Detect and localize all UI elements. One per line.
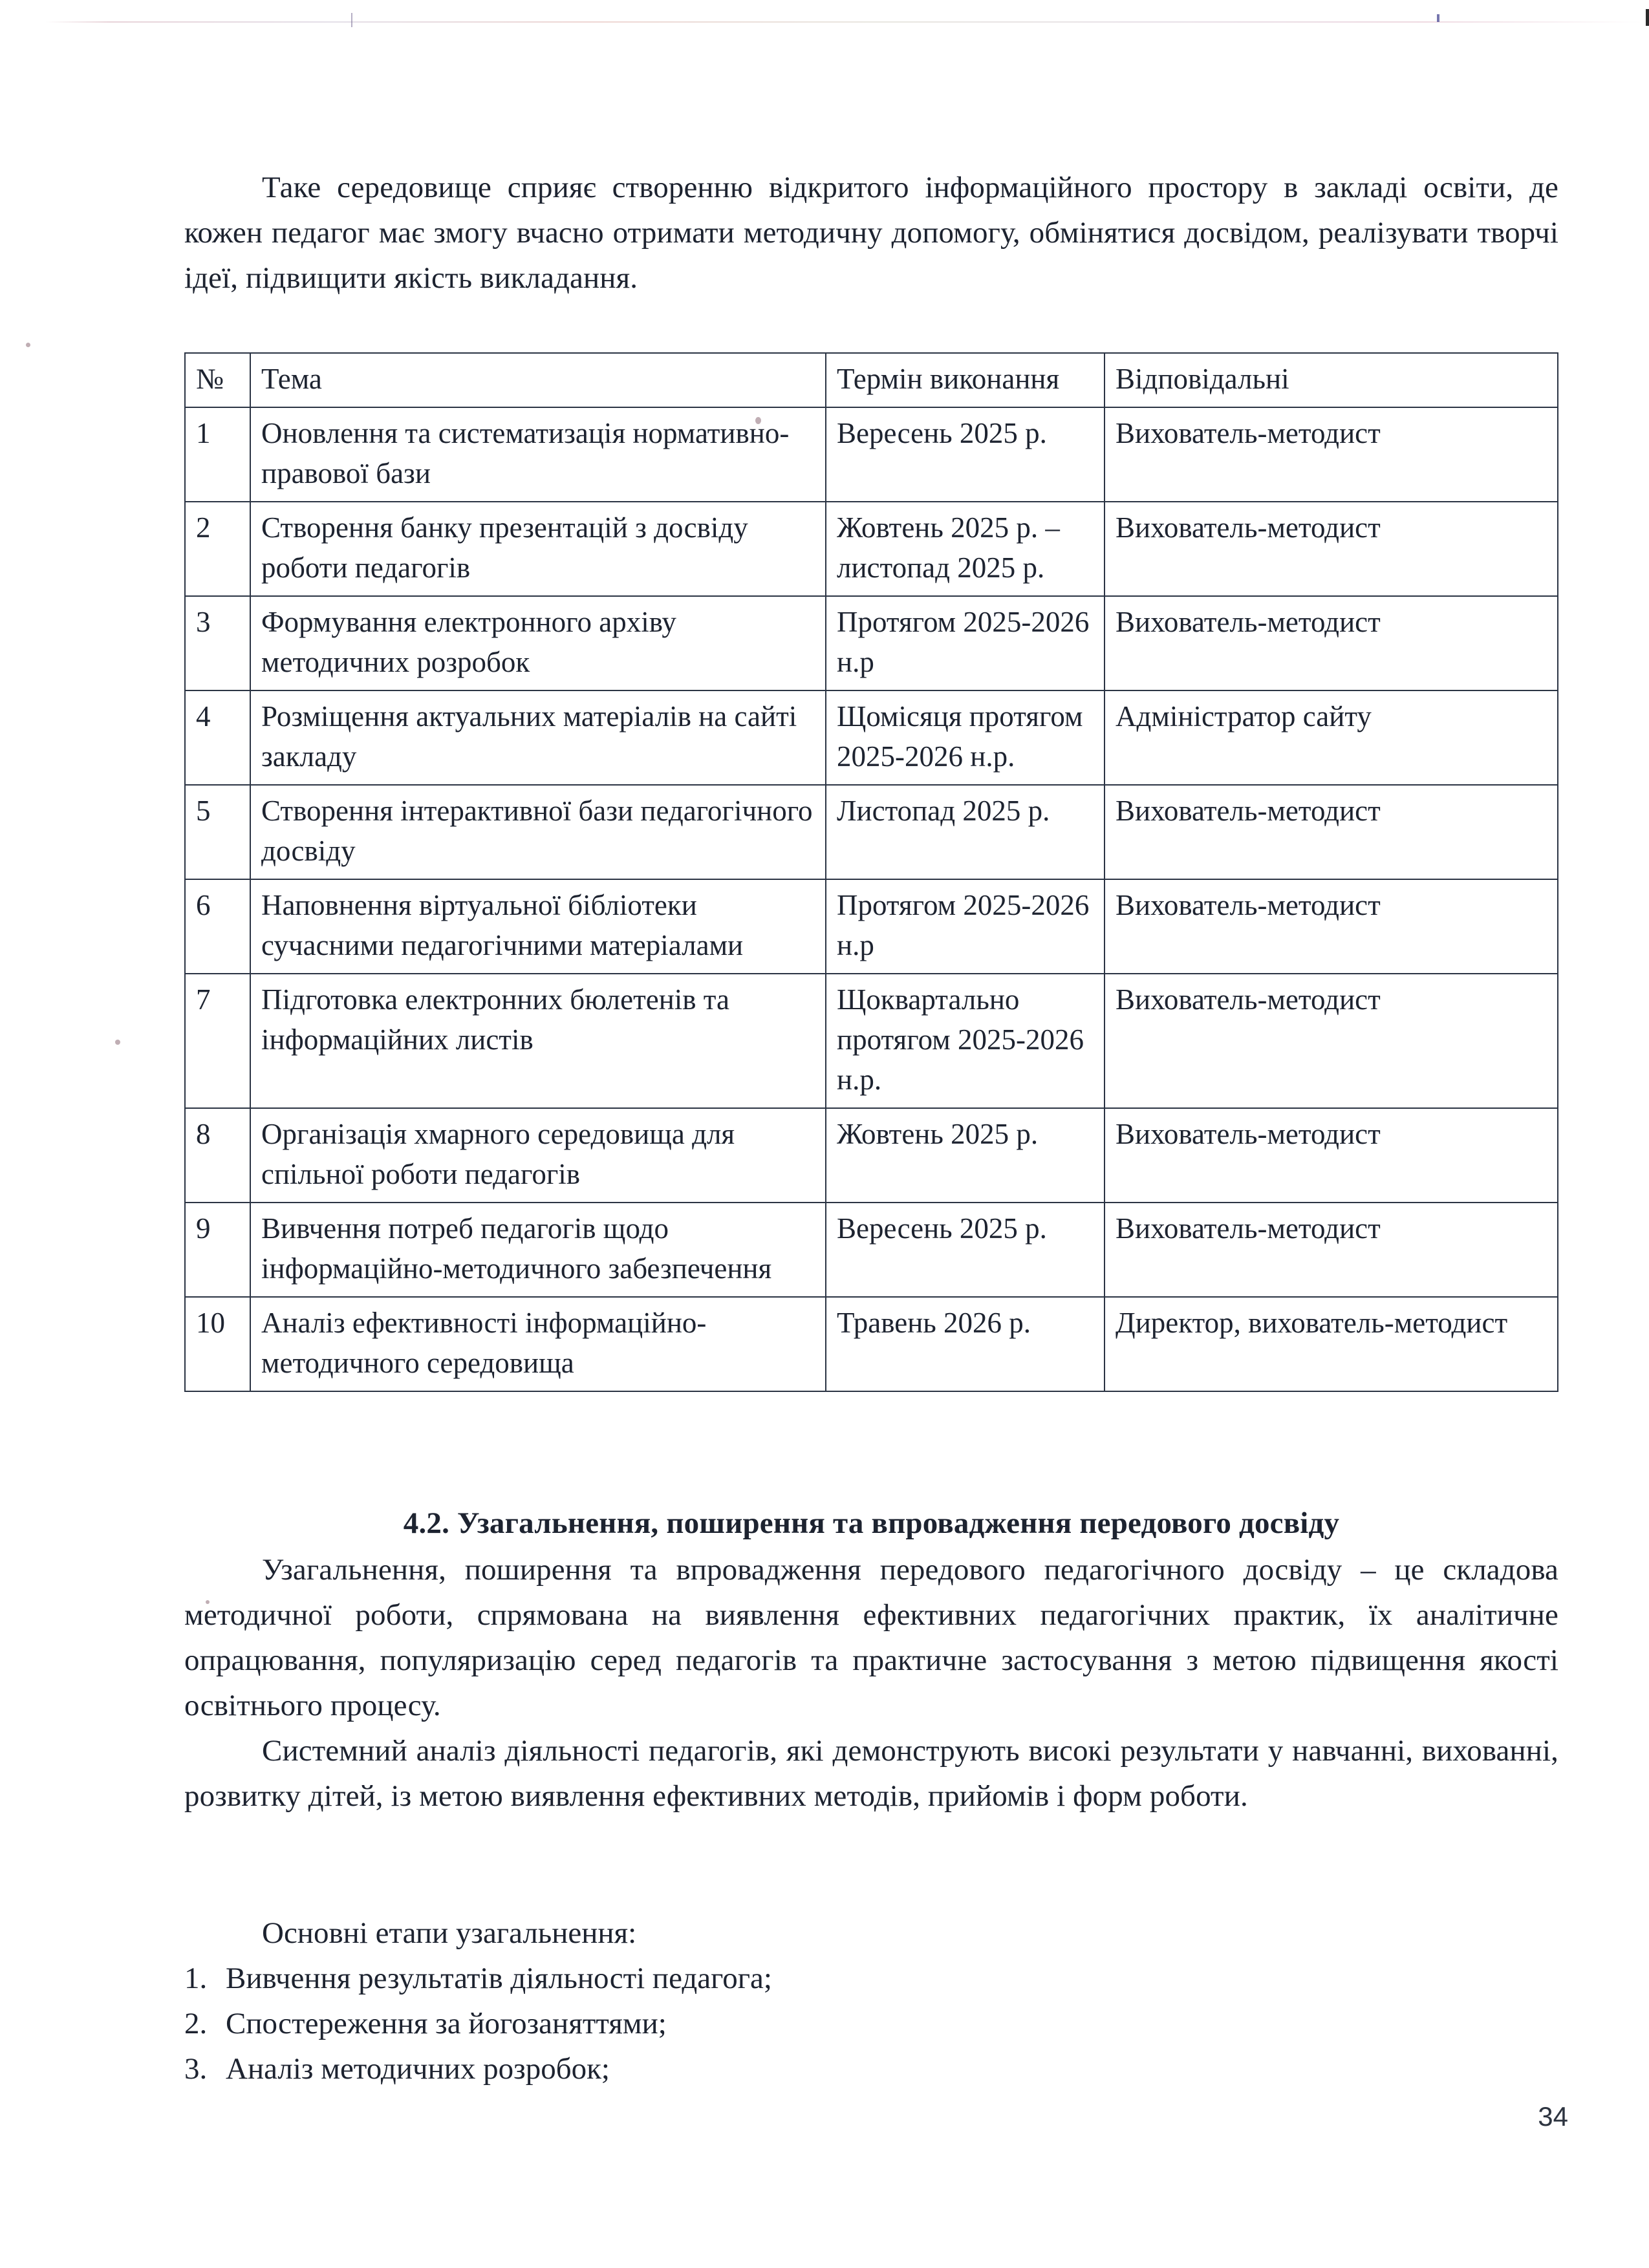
cell-topic: Підготовка електронних бюлетенів та інформаційних листів: [250, 974, 826, 1108]
list-item-marker: 3.: [184, 2052, 208, 2086]
scan-speck: [115, 1040, 120, 1045]
cell-topic: Оновлення та систематизація нормативно-правової бази: [250, 407, 826, 502]
cell-responsible: Директор, вихователь-методист: [1105, 1297, 1558, 1391]
cell-number: 6: [185, 879, 250, 974]
section-heading-4-2: 4.2. Узагальнення, поширення та впровадження передового досвіду: [403, 1506, 1340, 1540]
cell-number: 7: [185, 974, 250, 1108]
cell-topic: Розміщення актуальних матеріалів на сайті закладу: [250, 690, 826, 785]
cell-responsible: Вихователь-методист: [1105, 879, 1558, 974]
list-item-marker: 1.: [184, 1962, 208, 1995]
steps-list: [184, 1956, 1558, 2091]
table-row: [185, 974, 1558, 1108]
cell-number: 2: [185, 502, 250, 596]
table-row: [185, 690, 1558, 785]
section-body: [184, 1547, 1558, 1819]
cell-number: 9: [185, 1203, 250, 1297]
cell-responsible: Адміністратор сайту: [1105, 690, 1558, 785]
scan-artifact-tick: [351, 13, 352, 27]
cell-number: 3: [185, 596, 250, 690]
list-item-marker: 2.: [184, 2007, 208, 2040]
steps-lead-in: Основні етапи узагальнення:: [262, 1916, 637, 1950]
scan-artifact-tick: [1437, 14, 1439, 22]
table-row: [185, 1297, 1558, 1391]
section-paragraph-1: Узагальнення, поширення та впровадження передового педагогічного досвіду – це складова методичної роботи, спрямована на виявлення ефективних педагогічних практик, їх аналітичне опрацювання, популяризацію серед педагогів та практичне застосування з метою підвищення якості освітнього процесу.: [184, 1553, 1558, 1722]
cell-topic: Організація хмарного середовища для спільної роботи педагогів: [250, 1108, 826, 1203]
list-item: [184, 1956, 1558, 2001]
table-row: [185, 596, 1558, 690]
steps-block: [184, 1910, 1558, 2091]
cell-topic: Створення банку презентацій з досвіду роботи педагогів: [250, 502, 826, 596]
table-row: [185, 879, 1558, 974]
information-methodical-plan-table: [184, 352, 1558, 1392]
list-item-label: Вивчення результатів діяльності педагога;: [226, 1962, 772, 1995]
cell-term: Щомісяця протягом 2025-2026 н.р.: [826, 690, 1105, 785]
column-header-topic: Тема: [250, 353, 826, 407]
column-header-number: №: [185, 353, 250, 407]
table-header-row: [185, 353, 1558, 407]
table-row: [185, 785, 1558, 879]
cell-term: Жовтень 2025 р.: [826, 1108, 1105, 1203]
table-body: [185, 407, 1558, 1391]
page-number: 34: [1538, 2101, 1568, 2132]
scan-artifact-streak: [45, 21, 1643, 23]
scan-artifact-corner: [1646, 9, 1649, 26]
cell-responsible: Вихователь-методист: [1105, 974, 1558, 1108]
table-row: [185, 502, 1558, 596]
column-header-responsible: Відповідальні: [1105, 353, 1558, 407]
cell-number: 5: [185, 785, 250, 879]
cell-number: 10: [185, 1297, 250, 1391]
cell-term: Жовтень 2025 р. – листопад 2025 р.: [826, 502, 1105, 596]
section-paragraph-2: Системний аналіз діяльності педагогів, які демонструють високі результати у навчанні, вихованні, розвитку дітей, із метою виявлення ефективних методів, прийомів і форм роботи.: [184, 1734, 1558, 1813]
table-row: [185, 1108, 1558, 1203]
cell-topic: Створення інтерактивної бази педагогічного досвіду: [250, 785, 826, 879]
cell-topic: Наповнення віртуальної бібліотеки сучасними педагогічними матеріалами: [250, 879, 826, 974]
cell-responsible: Вихователь-методист: [1105, 1203, 1558, 1297]
cell-topic: Аналіз ефективності інформаційно-методичного середовища: [250, 1297, 826, 1391]
cell-term: Листопад 2025 р.: [826, 785, 1105, 879]
column-header-term: Термін виконання: [826, 353, 1105, 407]
cell-term: Травень 2026 р.: [826, 1297, 1105, 1391]
intro-paragraph-block: [184, 165, 1558, 301]
table-row: [185, 1203, 1558, 1297]
cell-responsible: Вихователь-методист: [1105, 1108, 1558, 1203]
cell-term: Щоквартально протягом 2025-2026 н.р.: [826, 974, 1105, 1108]
cell-term: Вересень 2025 р.: [826, 1203, 1105, 1297]
scan-speck: [26, 343, 30, 347]
list-item: [184, 2046, 1558, 2091]
list-item-label: Аналіз методичних розробок;: [226, 2052, 610, 2086]
cell-topic: Формування електронного архіву методичних розробок: [250, 596, 826, 690]
table-row: [185, 407, 1558, 502]
cell-responsible: Вихователь-методист: [1105, 407, 1558, 502]
cell-responsible: Вихователь-методист: [1105, 785, 1558, 879]
cell-number: 8: [185, 1108, 250, 1203]
cell-responsible: Вихователь-методист: [1105, 596, 1558, 690]
cell-term: Протягом 2025-2026 н.р: [826, 879, 1105, 974]
cell-topic: Вивчення потреб педагогів щодо інформаційно-методичного забезпечення: [250, 1203, 826, 1297]
cell-term: Протягом 2025-2026 н.р: [826, 596, 1105, 690]
list-item-label: Спостереження за йогозаняттями;: [226, 2007, 667, 2040]
cell-term: Вересень 2025 р.: [826, 407, 1105, 502]
list-item: [184, 2001, 1558, 2046]
table-head: [185, 353, 1558, 407]
cell-responsible: Вихователь-методист: [1105, 502, 1558, 596]
intro-paragraph: Таке середовище сприяє створенню відкритого інформаційного простору в закладі освіти, де кожен педагог має змогу вчасно отримати методичну допомогу, обмінятися досвідом, реалізувати творчі ідеї, підвищити якість викладання.: [184, 171, 1558, 295]
cell-number: 4: [185, 690, 250, 785]
cell-number: 1: [185, 407, 250, 502]
